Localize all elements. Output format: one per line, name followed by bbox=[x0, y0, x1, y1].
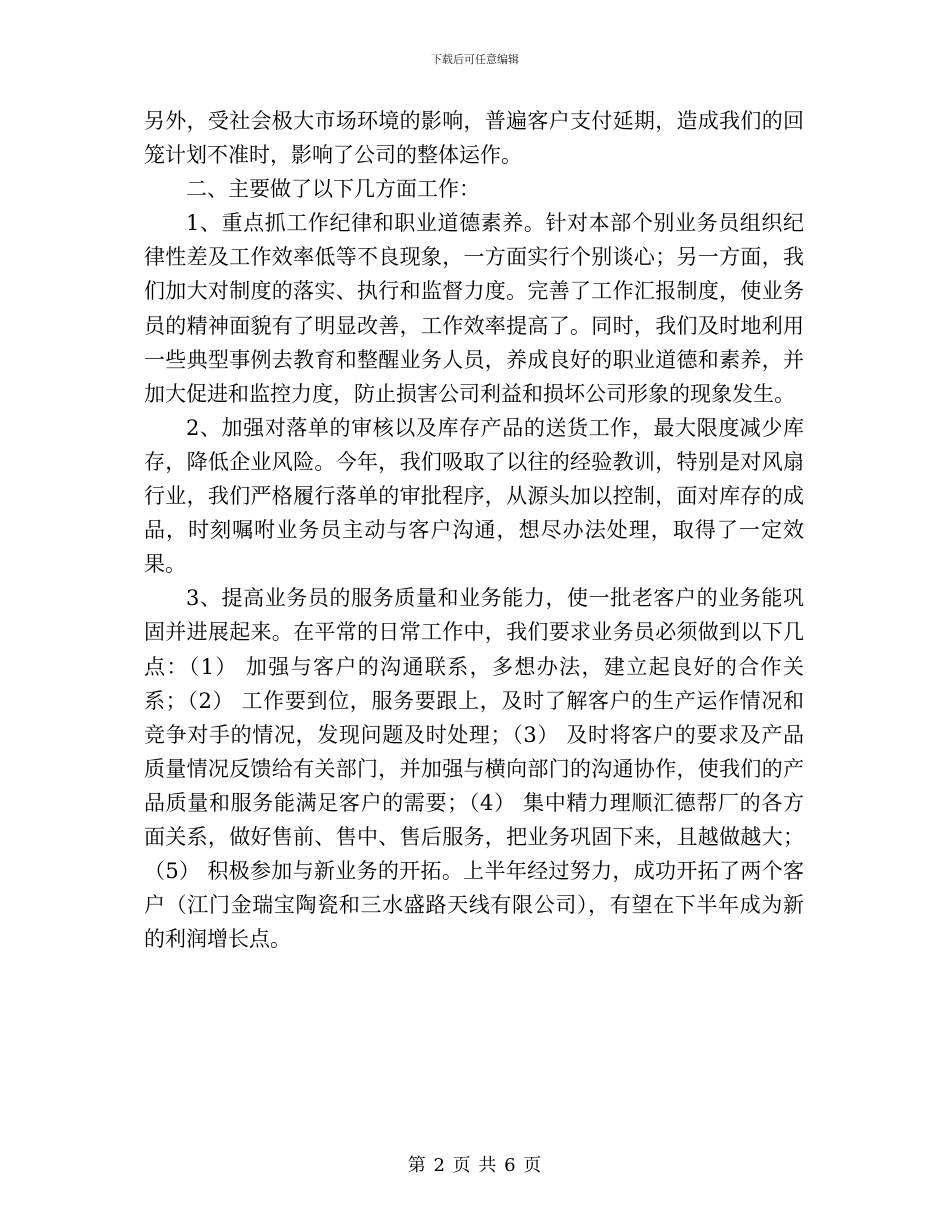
page-header: 下载后可任意编辑 bbox=[431, 53, 519, 66]
section-heading: 二、主要做了以下几方面工作： bbox=[186, 177, 480, 202]
paragraph-item-3: 3、提高业务员的服务质量和业务能力，使一批老客户的业务能巩固并进展起来。在平常的日常工作中，我们要求业务员必须做到以下几点：（1） 加强与客户的沟通联系，多想办法，建立起良好的合作关系；（2） 工作要到位，服务要跟上，及时了解客户的生产运作情况和竞争对手的情况，发现问题及时处理；（3） 及时将客户的要求及产品质量情况反馈给有关部门，并加强与横向部门的沟通协作，使我们的产品质量和服务能满足客户的需要；（4） 集中精力理顺汇德帮厂的各方面关系，做好售前、售中、售后服务，把业务巩固下来，且越做越大；（5） 积极参加与新业务的开拓。上半年经过努力，成功开拓了两个客户（江门金瑞宝陶瓷和三水盛路天线有限公司），有望在下半年成为新的利润增长点。 bbox=[144, 586, 804, 952]
page-number: 第 2 页 共 6 页 bbox=[407, 1155, 543, 1176]
paragraph-continuation: 另外，受社会极大市场环境的影响，普遍客户支付延期，造成我们的回笼计划不准时，影响了公司的整体运作。 bbox=[144, 109, 804, 168]
paragraph-item-1: 1、重点抓工作纪律和职业道德素养。针对本部个别业务员组织纪律性差及工作效率低等不良现象，一方面实行个别谈心；另一方面，我们加大对制度的落实、执行和监督力度。完善了工作汇报制度，使业务员的精神面貌有了明显改善，工作效率提高了。同时，我们及时地利用一些典型事例去教育和整醒业务人员，养成良好的职业道德和素养，并加大促进和监控力度，防止损害公司利益和损坏公司形象的现象发生。 bbox=[144, 211, 804, 406]
paragraph-item-2: 2、加强对落单的审核以及库存产品的送货工作，最大限度减少库存，降低企业风险。今年，我们吸取了以往的经验教训，特别是对风扇行业，我们严格履行落单的审批程序，从源头加以控制，面对库存的成品，时刻嘱咐业务员主动与客户沟通，想尽办法处理，取得了一定效果。 bbox=[144, 415, 804, 577]
document-body bbox=[144, 104, 804, 956]
